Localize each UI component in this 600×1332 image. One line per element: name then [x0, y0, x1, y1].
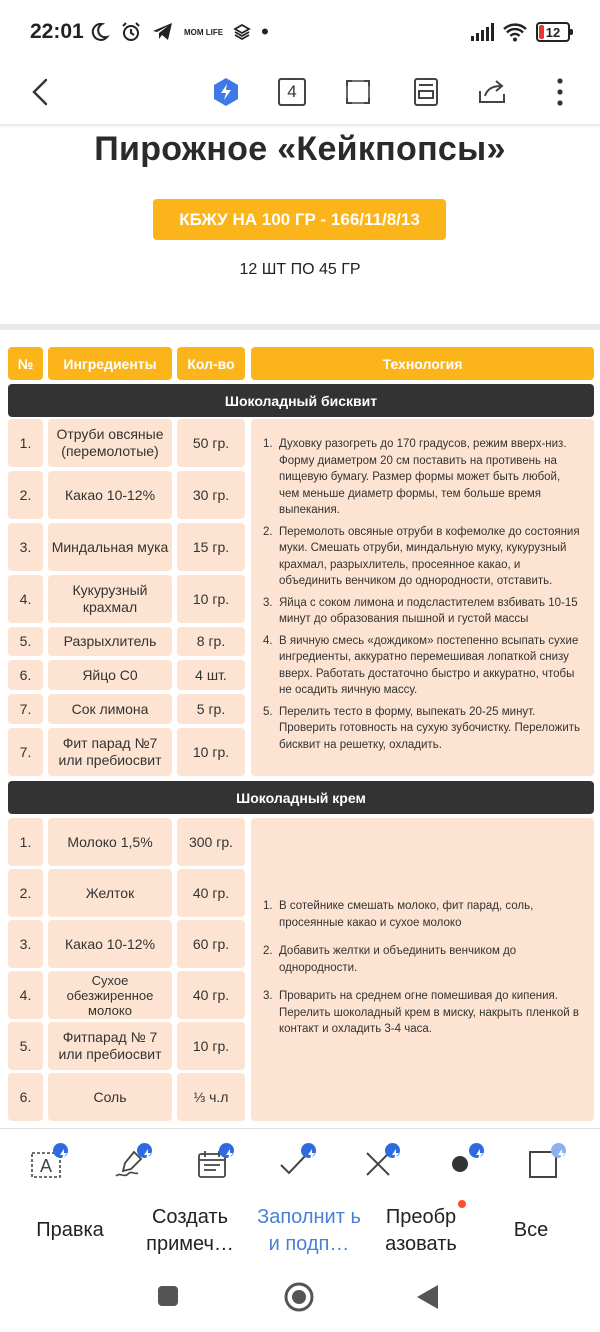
- section-title: Шоколадный бисквит: [8, 384, 594, 417]
- recents-icon[interactable]: [156, 1284, 180, 1308]
- row-ingredient: Сухое обезжиренное молоко: [48, 971, 172, 1019]
- step-item: 2. Добавить желтки и объединить венчиком до однородности.: [263, 945, 517, 974]
- row-num: 7.: [8, 694, 43, 724]
- momlife-icon: MOM LIFE: [184, 27, 224, 37]
- annotation-toolbar: [0, 1128, 600, 1196]
- status-right: [471, 22, 570, 42]
- row-qty: 40 гр.: [177, 971, 245, 1019]
- viewer-toolbar: [0, 64, 600, 124]
- row-ingredient: Кукурузный крахмал: [48, 575, 172, 623]
- step-item: 1. Духовку разогреть до 170 градусов, режим вверх-низ. Форму диаметром 20 см поставить на противень на пищевую бумагу. Размер формы может быть любой, чем меньше диаметр формы, тем больше время выпекания.: [263, 438, 567, 516]
- tab-edit[interactable]: Правка: [36, 1219, 104, 1241]
- row-ingredient: Разрыхлитель: [48, 627, 172, 656]
- ai-assistant-button[interactable]: [206, 72, 246, 112]
- recipe-title: Пирожное «Кейкпопсы»: [94, 130, 506, 168]
- tab-convert[interactable]: Преобр азовать: [385, 1206, 457, 1255]
- row-qty: 8 гр.: [177, 627, 245, 656]
- row-qty: 5 гр.: [177, 694, 245, 724]
- status-bar: [0, 0, 600, 64]
- step-item: 3. Яйца с соком лимона и подсластителем взбивать 10-15 минут до образования пышной и густой массы: [263, 596, 578, 625]
- telegram-icon: [152, 22, 174, 42]
- document-page[interactable]: [0, 128, 600, 1128]
- row-num: 5.: [8, 1022, 43, 1070]
- portion-info: 12 ШТ ПО 45 ГР: [239, 261, 361, 278]
- share-button[interactable]: [472, 72, 512, 112]
- row-ingredient: Какао 10-12%: [48, 471, 172, 519]
- tab-all[interactable]: Все: [513, 1219, 549, 1241]
- row-num: 1.: [8, 419, 43, 467]
- layers-icon: [233, 23, 251, 41]
- more-notifications-dot: •: [261, 19, 269, 44]
- row-num: 3.: [8, 523, 43, 571]
- tab-create-note[interactable]: Создать примеч…: [146, 1206, 234, 1255]
- premium-badge-icon: [137, 1143, 152, 1158]
- page-separator: [0, 324, 600, 330]
- premium-badge-icon: [469, 1143, 484, 1158]
- ai-spark-icon: [212, 77, 240, 107]
- premium-badge-icon: [385, 1143, 400, 1158]
- row-num: 5.: [8, 627, 43, 656]
- row-num: 6.: [8, 660, 43, 690]
- fullscreen-button[interactable]: [338, 72, 378, 112]
- row-qty: 40 гр.: [177, 869, 245, 917]
- signal-icon: [471, 23, 494, 41]
- moon-icon: [88, 21, 110, 43]
- header-num: №: [8, 347, 43, 380]
- row-ingredient: Молоко 1,5%: [48, 818, 172, 866]
- row-qty: 50 гр.: [177, 419, 245, 467]
- battery-icon: 12: [536, 22, 570, 42]
- row-num: 4.: [8, 575, 43, 623]
- row-qty: 30 гр.: [177, 471, 245, 519]
- header-ingredients: Ингредиенты: [48, 347, 172, 380]
- checkmark-tool[interactable]: [272, 1143, 316, 1183]
- view-mode-button[interactable]: [406, 72, 446, 112]
- svg-text:A: A: [39, 1156, 53, 1176]
- row-qty: 10 гр.: [177, 575, 245, 623]
- row-ingredient: Соль: [48, 1073, 172, 1121]
- text-box-tool[interactable]: [24, 1143, 68, 1183]
- row-qty: 10 гр.: [177, 1022, 245, 1070]
- row-ingredient: Миндальная мука: [48, 523, 172, 571]
- step-item: 5. Перелить тесто в форму, выпекать 20-25 минут. Проверить готовность на сухую зубочистку. Переложить бисквит на решетку, охладить.: [263, 705, 581, 751]
- alarm-icon: [120, 21, 142, 43]
- row-ingredient: Желток: [48, 869, 172, 917]
- row-num: 7.: [8, 728, 43, 776]
- home-icon[interactable]: [283, 1281, 315, 1313]
- notification-dot: [458, 1200, 466, 1208]
- page-count: 4: [278, 78, 306, 106]
- more-menu-button[interactable]: [540, 72, 580, 112]
- row-num: 4.: [8, 971, 43, 1019]
- page-count-button[interactable]: [272, 72, 312, 112]
- technology-steps: [251, 818, 594, 1121]
- technology-steps: [251, 419, 594, 776]
- row-num: 3.: [8, 920, 43, 968]
- row-ingredient: Отруби овсяные (перемолотые): [48, 419, 172, 467]
- back-nav-icon[interactable]: [414, 1283, 440, 1311]
- rectangle-tool[interactable]: [522, 1143, 566, 1183]
- row-qty: ⅓ ч.л: [177, 1073, 245, 1121]
- row-qty: 10 гр.: [177, 728, 245, 776]
- premium-badge-icon: [53, 1143, 68, 1158]
- header-qty: Кол-во: [177, 347, 245, 380]
- back-icon[interactable]: [26, 72, 56, 112]
- row-num: 6.: [8, 1073, 43, 1121]
- wifi-icon: [502, 22, 528, 42]
- header-tech: Технология: [251, 347, 594, 380]
- row-ingredient: Сок лимона: [48, 694, 172, 724]
- date-tool[interactable]: [190, 1143, 234, 1183]
- notification-icons: [88, 20, 269, 44]
- premium-badge-icon: [301, 1143, 316, 1158]
- premium-badge-icon: [551, 1143, 566, 1158]
- fullscreen-icon: [345, 78, 371, 106]
- tab-fill-and-sign[interactable]: Заполнит ь и подп…: [257, 1206, 361, 1255]
- sign-tool[interactable]: [108, 1143, 152, 1183]
- row-ingredient: Яйцо С0: [48, 660, 172, 690]
- reader-view-icon: [413, 77, 439, 107]
- section-title: Шоколадный крем: [8, 781, 594, 814]
- step-item: 4. В яичную смесь «дождиком» постепенно всыпать сухие ингредиенты, аккуратно перемешивая лопаткой снизу вверх. Работать достаточно быстро и аккуратно, чтобы не осадить яичную массу.: [263, 634, 579, 696]
- step-item: 2. Перемолоть овсяные отруби в кофемолке до состояния муки. Смешать отруби, миндальную муку, кукурузный крахмал, разрыхлитель, просеянное какао, и объединить венчиком до однородности, отставить.: [263, 525, 580, 587]
- step-item: 3. Проварить на среднем огне помешивая до кипения. Перелить шоколадный крем в миску, накрыть пленкой в контакт и охладить 3-4 часа.: [263, 990, 579, 1035]
- system-navigation-bar: [0, 1264, 600, 1332]
- mode-tabs: [0, 1196, 600, 1264]
- more-vertical-icon: [556, 77, 564, 107]
- row-num: 1.: [8, 818, 43, 866]
- row-num: 2.: [8, 471, 43, 519]
- row-ingredient: Фит парад №7 или пребиосвит: [48, 728, 172, 776]
- row-qty: 4 шт.: [177, 660, 245, 690]
- dot-tool[interactable]: [440, 1143, 484, 1183]
- share-icon: [477, 79, 507, 105]
- cross-tool[interactable]: [356, 1143, 400, 1183]
- step-item: 1. В сотейнике смешать молоко, фит парад, соль, просеянные какао и сухое молоко: [263, 900, 534, 929]
- premium-badge-icon: [219, 1143, 234, 1158]
- row-num: 2.: [8, 869, 43, 917]
- row-ingredient: Какао 10-12%: [48, 920, 172, 968]
- nutrition-badge: КБЖУ НА 100 ГР - 166/11/8/13: [153, 199, 446, 240]
- row-ingredient: Фитпарад № 7 или пребиосвит: [48, 1022, 172, 1070]
- row-qty: 300 гр.: [177, 818, 245, 866]
- row-qty: 60 гр.: [177, 920, 245, 968]
- row-qty: 15 гр.: [177, 523, 245, 571]
- status-time: 22:01: [30, 20, 84, 43]
